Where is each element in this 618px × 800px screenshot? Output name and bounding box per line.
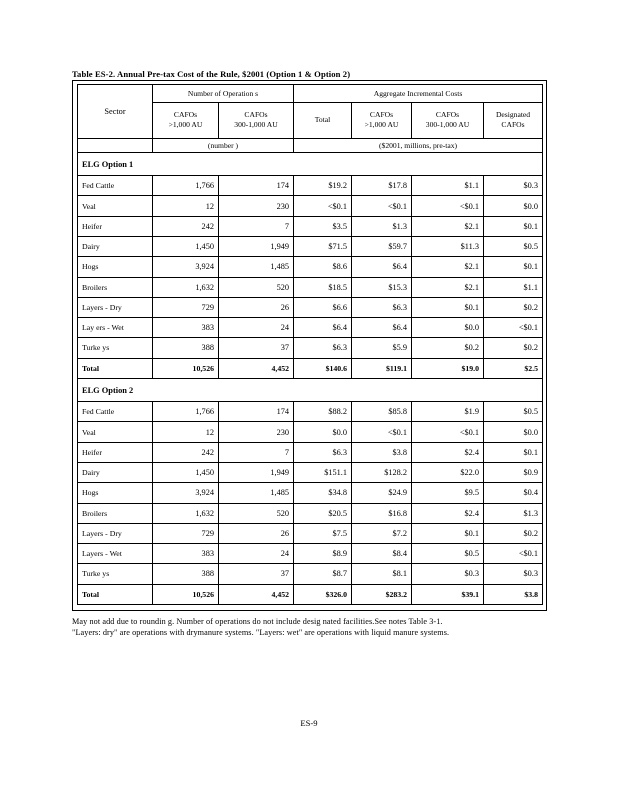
option-header-row xyxy=(78,378,543,401)
cost-cafos-1000-cell: $5.9 xyxy=(352,338,412,358)
sector-cell: Total xyxy=(78,584,153,604)
cost-cafos-1000-cell: $3.8 xyxy=(352,442,412,462)
count-cafos-1000-cell: 242 xyxy=(153,442,219,462)
sector-cell: Layers - Wet xyxy=(78,544,153,564)
table-row xyxy=(78,338,543,358)
table-row xyxy=(78,277,543,297)
cost-cafos-1000-cell: $6.3 xyxy=(352,297,412,317)
count-cafos-1000-cell: 1,450 xyxy=(153,237,219,257)
cost-cafos-300-cell: <$0.1 xyxy=(412,196,484,216)
col-designated-header: Designated CAFOs xyxy=(484,103,543,138)
table-row xyxy=(78,422,543,442)
count-cafos-1000-cell: 12 xyxy=(153,196,219,216)
cost-cafos-300-cell: $11.3 xyxy=(412,237,484,257)
units-money: ($2001, millions, pre-tax) xyxy=(294,138,543,152)
col-agg-cafos-300-header: CAFOs 300-1,000 AU xyxy=(412,103,484,138)
cost-total-cell: $34.8 xyxy=(294,483,352,503)
cost-designated-cell: $0.3 xyxy=(484,176,543,196)
table-row xyxy=(78,176,543,196)
sector-cell: Hogs xyxy=(78,257,153,277)
count-cafos-300-cell: 174 xyxy=(219,402,294,422)
count-cafos-300-cell: 230 xyxy=(219,196,294,216)
count-cafos-1000-cell: 729 xyxy=(153,297,219,317)
sector-cell: Fed Cattle xyxy=(78,176,153,196)
cost-total-cell: $6.3 xyxy=(294,338,352,358)
cost-cafos-300-cell: $39.1 xyxy=(412,584,484,604)
table-row xyxy=(78,358,543,378)
cost-cafos-1000-cell: $119.1 xyxy=(352,358,412,378)
count-cafos-300-cell: 230 xyxy=(219,422,294,442)
cost-designated-cell: $0.5 xyxy=(484,402,543,422)
count-cafos-300-cell: 7 xyxy=(219,442,294,462)
sector-cell: Heifer xyxy=(78,216,153,236)
count-cafos-1000-cell: 1,766 xyxy=(153,402,219,422)
cost-designated-cell: $0.2 xyxy=(484,297,543,317)
count-cafos-300-cell: 37 xyxy=(219,564,294,584)
cost-total-cell: $326.0 xyxy=(294,584,352,604)
cost-cafos-300-cell: $19.0 xyxy=(412,358,484,378)
count-cafos-1000-cell: 242 xyxy=(153,216,219,236)
cost-cafos-300-cell: $9.5 xyxy=(412,483,484,503)
units-number: (number ) xyxy=(153,138,294,152)
cost-total-cell: $7.5 xyxy=(294,523,352,543)
count-cafos-300-cell: 24 xyxy=(219,318,294,338)
cost-cafos-300-cell: $2.4 xyxy=(412,442,484,462)
cost-cafos-300-cell: $0.1 xyxy=(412,297,484,317)
cost-cafos-1000-cell: $7.2 xyxy=(352,523,412,543)
sector-cell: Veal xyxy=(78,422,153,442)
cost-cafos-1000-cell: $6.4 xyxy=(352,318,412,338)
cost-cafos-1000-cell: <$0.1 xyxy=(352,196,412,216)
sector-cell: Layers - Dry xyxy=(78,523,153,543)
cost-designated-cell: $2.5 xyxy=(484,358,543,378)
cost-cafos-1000-cell: $59.7 xyxy=(352,237,412,257)
count-cafos-300-cell: 26 xyxy=(219,297,294,317)
cost-total-cell: $18.5 xyxy=(294,277,352,297)
cost-total-cell: $20.5 xyxy=(294,503,352,523)
cost-designated-cell: $1.1 xyxy=(484,277,543,297)
count-cafos-300-cell: 1,949 xyxy=(219,237,294,257)
sector-cell: Total xyxy=(78,358,153,378)
cost-designated-cell: $0.1 xyxy=(484,442,543,462)
table-row xyxy=(78,297,543,317)
count-cafos-1000-cell: 10,526 xyxy=(153,584,219,604)
cost-total-cell: <$0.1 xyxy=(294,196,352,216)
table-row xyxy=(78,544,543,564)
cost-designated-cell: $0.2 xyxy=(484,338,543,358)
cost-total-cell: $0.0 xyxy=(294,422,352,442)
cost-cafos-1000-cell: $15.3 xyxy=(352,277,412,297)
cost-designated-cell: $0.3 xyxy=(484,564,543,584)
cost-total-cell: $8.9 xyxy=(294,544,352,564)
cost-designated-cell: <$0.1 xyxy=(484,544,543,564)
aggregate-costs-header: Aggregate Incremental Costs xyxy=(294,85,543,103)
cost-total-cell: $8.6 xyxy=(294,257,352,277)
cost-cafos-1000-cell: $1.3 xyxy=(352,216,412,236)
cost-designated-cell: $0.9 xyxy=(484,462,543,482)
count-cafos-1000-cell: 383 xyxy=(153,544,219,564)
table-row xyxy=(78,402,543,422)
table-row xyxy=(78,503,543,523)
count-cafos-300-cell: 1,949 xyxy=(219,462,294,482)
cost-total-cell: $19.2 xyxy=(294,176,352,196)
cost-designated-cell: <$0.1 xyxy=(484,318,543,338)
cost-designated-cell: $0.0 xyxy=(484,422,543,442)
cost-total-cell: $6.4 xyxy=(294,318,352,338)
table-row xyxy=(78,257,543,277)
cost-cafos-300-cell: $0.5 xyxy=(412,544,484,564)
cost-cafos-1000-cell: $8.1 xyxy=(352,564,412,584)
col-total-header: Total xyxy=(294,103,352,138)
cost-cafos-300-cell: $1.9 xyxy=(412,402,484,422)
cost-total-cell: $71.5 xyxy=(294,237,352,257)
cost-designated-cell: $0.2 xyxy=(484,523,543,543)
sector-header: Sector xyxy=(78,85,153,139)
sector-cell: Lay ers - Wet xyxy=(78,318,153,338)
number-of-operations-header: Number of Operation s xyxy=(153,85,294,103)
sector-cell: Broilers xyxy=(78,277,153,297)
cost-designated-cell: $0.1 xyxy=(484,216,543,236)
count-cafos-300-cell: 1,485 xyxy=(219,483,294,503)
count-cafos-300-cell: 4,452 xyxy=(219,584,294,604)
option-header-row xyxy=(78,152,543,175)
units-blank xyxy=(78,138,153,152)
count-cafos-1000-cell: 1,766 xyxy=(153,176,219,196)
table-row xyxy=(78,483,543,503)
cost-cafos-300-cell: $2.4 xyxy=(412,503,484,523)
sector-cell: Turke ys xyxy=(78,564,153,584)
cost-designated-cell: $0.1 xyxy=(484,257,543,277)
page-number: ES-9 xyxy=(300,718,318,728)
count-cafos-1000-cell: 3,924 xyxy=(153,483,219,503)
cost-table xyxy=(77,84,543,605)
table-row xyxy=(78,584,543,604)
sector-cell: Layers - Dry xyxy=(78,297,153,317)
cost-cafos-300-cell: $0.0 xyxy=(412,318,484,338)
cost-cafos-1000-cell: $17.8 xyxy=(352,176,412,196)
count-cafos-1000-cell: 388 xyxy=(153,338,219,358)
sector-cell: Dairy xyxy=(78,237,153,257)
cost-cafos-1000-cell: <$0.1 xyxy=(352,422,412,442)
count-cafos-300-cell: 520 xyxy=(219,503,294,523)
cost-cafos-1000-cell: $16.8 xyxy=(352,503,412,523)
cost-cafos-1000-cell: $85.8 xyxy=(352,402,412,422)
count-cafos-300-cell: 26 xyxy=(219,523,294,543)
table-row xyxy=(78,216,543,236)
sector-cell: Dairy xyxy=(78,462,153,482)
cost-total-cell: $3.5 xyxy=(294,216,352,236)
table-row xyxy=(78,564,543,584)
cost-designated-cell: $0.4 xyxy=(484,483,543,503)
cost-cafos-1000-cell: $283.2 xyxy=(352,584,412,604)
cost-cafos-1000-cell: $8.4 xyxy=(352,544,412,564)
note-line: "Layers: dry" are operations with drymanure systems. "Layers: wet" are operations with liquid manure systems. xyxy=(72,628,450,637)
count-cafos-300-cell: 24 xyxy=(219,544,294,564)
col-agg-cafos-1000-header: CAFOs >1,000 AU xyxy=(352,103,412,138)
sector-cell: Turke ys xyxy=(78,338,153,358)
sector-cell: Hogs xyxy=(78,483,153,503)
count-cafos-1000-cell: 1,632 xyxy=(153,503,219,523)
count-cafos-300-cell: 4,452 xyxy=(219,358,294,378)
cost-cafos-300-cell: $2.1 xyxy=(412,257,484,277)
option-label: ELG Option 1 xyxy=(78,152,543,175)
option-label: ELG Option 2 xyxy=(78,378,543,401)
table-notes xyxy=(72,616,552,638)
note-line: May not add due to roundin g. Number of operations do not include desig nated facilities.See notes Table 3-1. xyxy=(72,617,443,626)
count-cafos-300-cell: 520 xyxy=(219,277,294,297)
count-cafos-1000-cell: 729 xyxy=(153,523,219,543)
count-cafos-300-cell: 1,485 xyxy=(219,257,294,277)
table-row xyxy=(78,442,543,462)
table-row xyxy=(78,318,543,338)
cost-designated-cell: $0.5 xyxy=(484,237,543,257)
cost-cafos-1000-cell: $6.4 xyxy=(352,257,412,277)
cost-cafos-300-cell: <$0.1 xyxy=(412,422,484,442)
table-row xyxy=(78,523,543,543)
sector-cell: Veal xyxy=(78,196,153,216)
count-cafos-1000-cell: 12 xyxy=(153,422,219,442)
sector-cell: Fed Cattle xyxy=(78,402,153,422)
count-cafos-1000-cell: 383 xyxy=(153,318,219,338)
table-row xyxy=(78,196,543,216)
count-cafos-1000-cell: 388 xyxy=(153,564,219,584)
cost-designated-cell: $1.3 xyxy=(484,503,543,523)
cost-cafos-300-cell: $1.1 xyxy=(412,176,484,196)
cost-total-cell: $140.6 xyxy=(294,358,352,378)
count-cafos-300-cell: 7 xyxy=(219,216,294,236)
cost-total-cell: $88.2 xyxy=(294,402,352,422)
col-cafos-1000-header: CAFOs >1,000 AU xyxy=(153,103,219,138)
count-cafos-1000-cell: 10,526 xyxy=(153,358,219,378)
cost-cafos-1000-cell: $24.9 xyxy=(352,483,412,503)
cost-cafos-300-cell: $0.2 xyxy=(412,338,484,358)
cost-total-cell: $6.3 xyxy=(294,442,352,462)
cost-cafos-300-cell: $2.1 xyxy=(412,277,484,297)
count-cafos-1000-cell: 3,924 xyxy=(153,257,219,277)
table-frame xyxy=(72,80,547,611)
count-cafos-300-cell: 174 xyxy=(219,176,294,196)
cost-designated-cell: $0.0 xyxy=(484,196,543,216)
cost-cafos-300-cell: $0.3 xyxy=(412,564,484,584)
cost-cafos-300-cell: $0.1 xyxy=(412,523,484,543)
count-cafos-1000-cell: 1,450 xyxy=(153,462,219,482)
cost-cafos-300-cell: $22.0 xyxy=(412,462,484,482)
sector-cell: Heifer xyxy=(78,442,153,462)
cost-total-cell: $151.1 xyxy=(294,462,352,482)
col-cafos-300-header: CAFOs 300-1,000 AU xyxy=(219,103,294,138)
table-row xyxy=(78,237,543,257)
count-cafos-1000-cell: 1,632 xyxy=(153,277,219,297)
table-row xyxy=(78,462,543,482)
cost-total-cell: $8.7 xyxy=(294,564,352,584)
cost-total-cell: $6.6 xyxy=(294,297,352,317)
cost-cafos-1000-cell: $128.2 xyxy=(352,462,412,482)
count-cafos-300-cell: 37 xyxy=(219,338,294,358)
cost-cafos-300-cell: $2.1 xyxy=(412,216,484,236)
cost-designated-cell: $3.8 xyxy=(484,584,543,604)
sector-cell: Broilers xyxy=(78,503,153,523)
table-caption: Table ES-2. Annual Pre-tax Cost of the Rule, $2001 (Option 1 & Option 2) xyxy=(72,69,351,79)
